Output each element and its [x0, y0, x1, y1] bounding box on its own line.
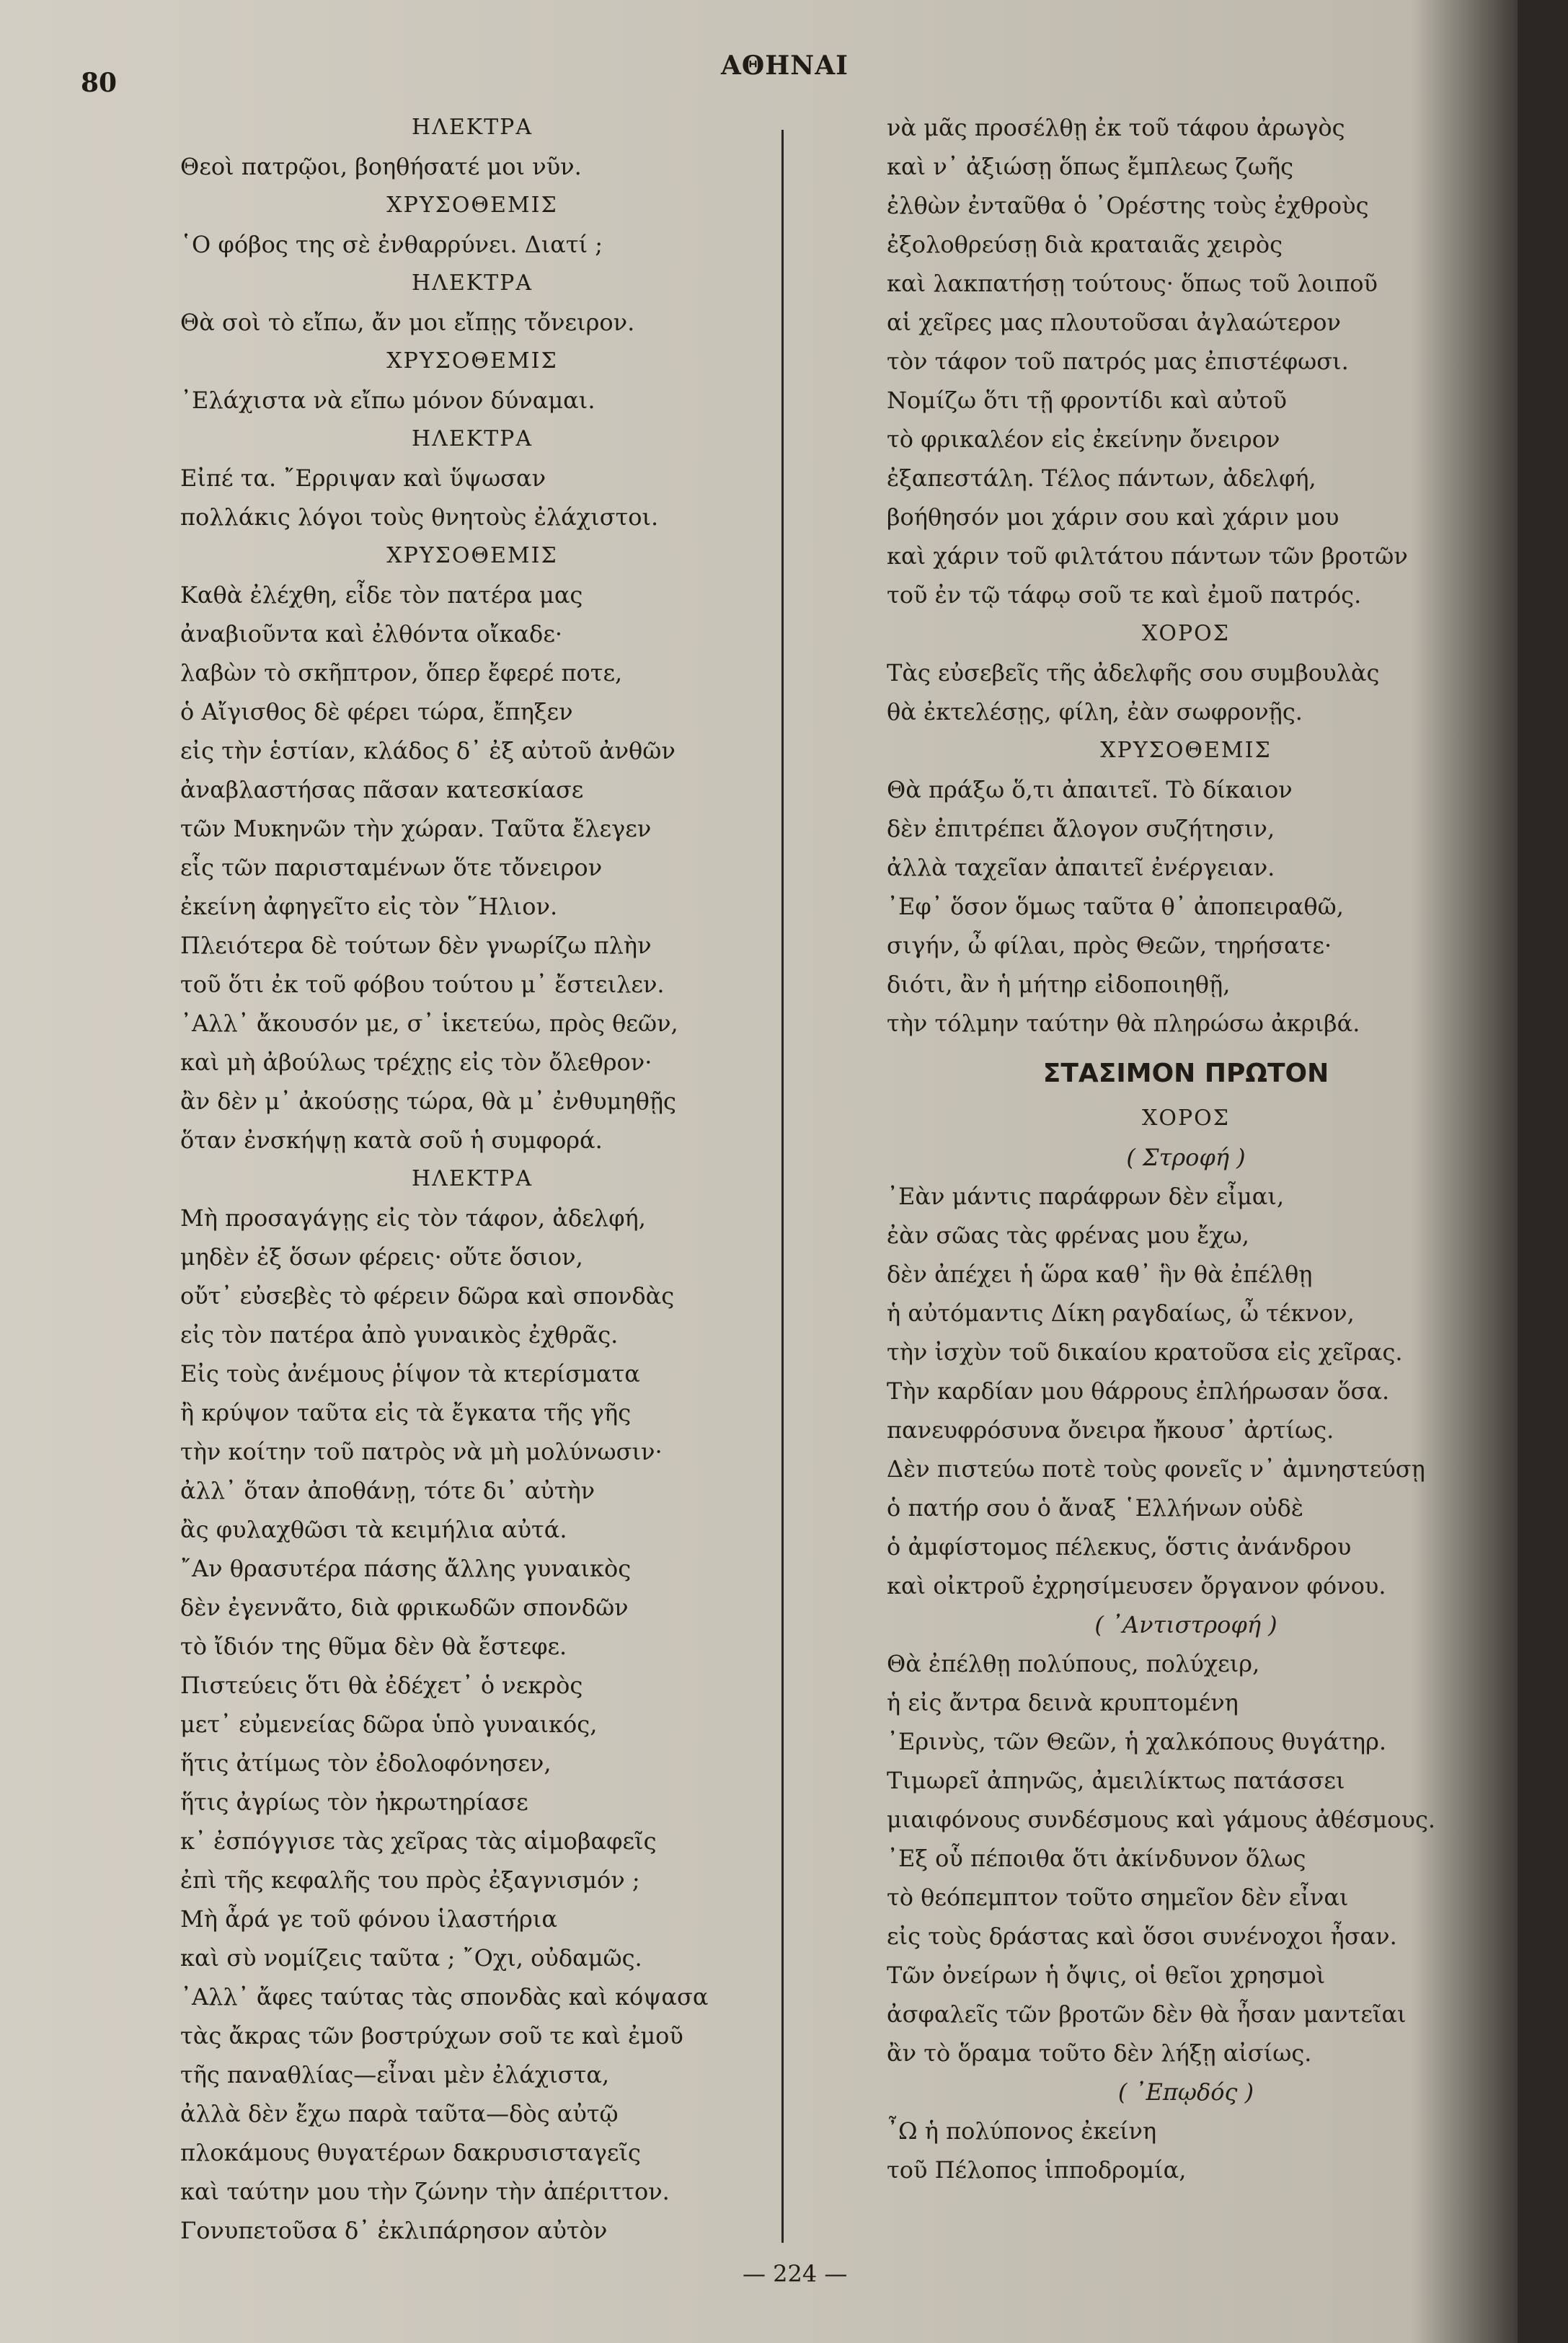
verse-line: Εἰς τοὺς ἀνέμους ῥίψον τὰ κτερίσματα	[180, 1360, 640, 1387]
verse-line: ᾿Αλλ᾿ ἄκουσόν με, σ᾿ ἱκετεύω, πρὸς θεῶν,	[180, 1010, 678, 1037]
speaker-label: ΗΛΕΚΤΡΑ	[412, 115, 533, 140]
verse-line: τὸ φρικαλέον εἰς ἐκείνην ὄνειρον	[887, 425, 1280, 453]
verse-line: Τὰς εὐσεβεῖς τῆς ἀδελφῆς σου συμβουλὰς	[887, 659, 1380, 687]
verse-line: ἐξαπεστάλη. Τέλος πάντων, ἀδελφή,	[887, 464, 1316, 492]
strophe-label: ( Στροφή )	[1126, 1144, 1246, 1171]
verse-line: Δὲν πιστεύω ποτὲ τοὺς φονεῖς ν᾿ ἀμνηστεύσῃ	[887, 1455, 1425, 1483]
verse-line: μετ᾿ εὐμενείας δῶρα ὑπὸ γυναικός,	[180, 1711, 598, 1738]
speaker-label: ΗΛΕΚΤΡΑ	[412, 1166, 533, 1191]
verse-line: ῾Ο φόβος της σὲ ἐνθαρρύνει. Διατί ;	[180, 231, 603, 258]
verse-line: εἰς τὸν πατέρα ἀπὸ γυναικὸς ἐχθρᾶς.	[180, 1321, 619, 1349]
verse-line: τὴν κοίτην τοῦ πατρὸς νὰ μὴ μολύνωσιν·	[180, 1438, 663, 1465]
verse-line: Τῶν ὀνείρων ἡ ὄψις, οἱ θεῖοι χρησμοὶ	[887, 1962, 1326, 1989]
verse-line: ἂν δὲν μ᾿ ἀκούσῃς τώρα, θὰ μ᾿ ἐνθυμηθῇς	[180, 1087, 676, 1115]
speaker-label: ΧΟΡΟΣ	[1142, 621, 1230, 646]
verse-line: ἀλλ᾿ ὅταν ἀποθάνῃ, τότε δι᾿ αὐτὴν	[180, 1477, 595, 1504]
verse-line: τὸν τάφον τοῦ πατρός μας ἐπιστέφωσι.	[887, 348, 1349, 375]
verse-line: ἂν τὸ ὅραμα τοῦτο δὲν λήξῃ αἰσίως.	[887, 2039, 1312, 2067]
verse-line: λαβὼν τὸ σκῆπτρον, ὅπερ ἔφερέ ποτε,	[180, 659, 623, 687]
verse-line: καὶ οἰκτροῦ ἐχρησίμευσεν ὄργανον φόνου.	[887, 1572, 1386, 1599]
verse-line: καὶ μὴ ἀβούλως τρέχῃς εἰς τὸν ὄλεθρον·	[180, 1049, 652, 1076]
verse-line: τῆς παναθλίας—εἶναι μὲν ἐλάχιστα,	[180, 2061, 610, 2088]
verse-line: Τιμωρεῖ ἀπηνῶς, ἀμειλίκτως πατάσσει	[887, 1767, 1345, 1794]
verse-line: ἡ εἰς ἄντρα δεινὰ κρυπτομένη	[887, 1689, 1239, 1716]
verse-line: ἂς φυλαχθῶσι τὰ κειμήλια αὐτά.	[180, 1516, 567, 1543]
strophe-label: ( ᾿Αντιστροφή )	[1094, 1611, 1277, 1638]
verse-line: οὔτ᾿ εὐσεβὲς τὸ φέρειν δῶρα καὶ σπονδὰς	[180, 1282, 675, 1310]
strophe-label: ( ᾿Επῳδός )	[1117, 2078, 1254, 2106]
verse-line: θὰ ἐκτελέσῃς, φίλη, ἐὰν σωφρονῇς.	[887, 698, 1303, 725]
running-title: ΑΘΗΝΑΙ	[721, 50, 849, 81]
verse-line: εἰς τοὺς δράστας καὶ ὅσοι συνένοχοι ἦσαν.	[887, 1923, 1397, 1950]
verse-line: ἀσφαλεῖς τῶν βροτῶν δὲν θὰ ἦσαν μαντεῖαι	[887, 2000, 1407, 2028]
verse-line: Εἰπέ τα. ῎Ερριψαν καὶ ὕψωσαν	[180, 464, 546, 492]
verse-line: Πλειότερα δὲ τούτων δὲν γνωρίζω πλὴν	[180, 932, 652, 959]
verse-line: ἐὰν σῶας τὰς φρένας μου ἔχω,	[887, 1222, 1249, 1249]
verse-line: πανευφρόσυνα ὄνειρα ἤκουσ᾿ ἀρτίως.	[887, 1416, 1334, 1444]
verse-line: ᾿Εξ οὗ πέποιθα ὅτι ἀκίνδυνον ὅλως	[887, 1845, 1306, 1872]
speaker-label: ΧΟΡΟΣ	[1142, 1106, 1230, 1131]
verse-line: Καθὰ ἐλέχθη, εἶδε τὸν πατέρα μας	[180, 581, 583, 609]
speaker-label: ΧΡΥΣΟΘΕΜΙΣ	[1100, 738, 1272, 763]
verse-line: νὰ μᾶς προσέλθῃ ἐκ τοῦ τάφου ἀρωγὸς	[887, 114, 1345, 141]
verse-line: διότι, ἂν ἡ μήτηρ εἰδοποιηθῇ,	[887, 971, 1231, 998]
verse-line: εἷς τῶν παρισταμένων ὅτε τὄνειρον	[180, 854, 603, 881]
verse-line: καὶ ν᾿ ἀξιώσῃ ὅπως ἔμπλεως ζωῆς	[887, 153, 1294, 180]
verse-line: ἥτις ἀγρίως τὸν ἠκρωτηρίασε	[180, 1788, 528, 1816]
verse-line: δὲν ἐπιτρέπει ἄλογον συζήτησιν,	[887, 815, 1275, 842]
verse-line: Θὰ σοὶ τὸ εἴπω, ἄν μοι εἴπῃς τὄνειρον.	[180, 309, 635, 336]
verse-line: Νομίζω ὅτι τῇ φροντίδι καὶ αὐτοῦ	[887, 387, 1287, 414]
verse-line: ἐλθὼν ἐνταῦθα ὁ ᾿Ορέστης τοὺς ἐχθροὺς	[887, 192, 1369, 219]
verse-line: ἐπὶ τῆς κεφαλῆς του πρὸς ἐξαγνισμόν ;	[180, 1866, 640, 1894]
column-divider	[781, 130, 784, 2243]
footer-folio: — 224 —	[743, 2260, 848, 2287]
verse-line: τὸ ἴδιόν της θῦμα δὲν θὰ ἔστεφε.	[180, 1633, 567, 1660]
speaker-label: ΗΛΕΚΤΡΑ	[412, 426, 533, 451]
verse-line: ᾿Εὰν μάντις παράφρων δὲν εἶμαι,	[887, 1183, 1285, 1210]
verse-line: δὲν ἐγεννᾶτο, διὰ φρικωδῶν σπονδῶν	[180, 1594, 629, 1621]
verse-line: Μὴ ἆρά γε τοῦ φόνου ἱλαστήρια	[180, 1905, 557, 1933]
verse-line: βοήθησόν μοι χάριν σου καὶ χάριν μου	[887, 503, 1339, 531]
verse-line: μιαιφόνους συνδέσμους καὶ γάμους ἀθέσμους.	[887, 1806, 1436, 1833]
verse-line: πολλάκις λόγοι τοὺς θνητοὺς ἐλάχιστοι.	[180, 503, 659, 531]
verse-line: ᾿Εφ᾿ ὅσον ὅμως ταῦτα θ᾿ ἀποπειραθῶ,	[887, 893, 1344, 920]
verse-line: τὸ θεόπεμπτον τοῦτο σημεῖον δὲν εἶναι	[887, 1884, 1349, 1911]
verse-line: Τὴν καρδίαν μου θάρρους ἐπλήρωσαν ὅσα.	[887, 1377, 1390, 1405]
verse-line: ἢ κρύψον ταῦτα εἰς τὰ ἔγκατα τῆς γῆς	[180, 1399, 632, 1426]
verse-line: τῶν Μυκηνῶν τὴν χώραν. Ταῦτα ἔλεγεν	[180, 815, 652, 842]
verse-line: Θεοὶ πατρῷοι, βοηθήσατέ μοι νῦν.	[180, 153, 582, 180]
speaker-label: ΧΡΥΣΟΘΕΜΙΣ	[386, 543, 558, 568]
verse-line: ῎Αν θρασυτέρα πάσης ἄλλης γυναικὸς	[180, 1555, 632, 1582]
verse-line: τοῦ Πέλοπος ἱπποδρομία,	[887, 2156, 1187, 2184]
verse-line: Μὴ προσαγάγῃς εἰς τὸν τάφον, ἀδελφή,	[180, 1204, 646, 1232]
section-heading: ΣΤΑΣΙΜΟΝ ΠΡΩΤΟΝ	[1042, 1059, 1329, 1088]
verse-line: καὶ χάριν τοῦ φιλτάτου πάντων τῶν βροτῶν	[887, 542, 1408, 570]
verse-line: ᾿Ελάχιστα νὰ εἴπω μόνον δύναμαι.	[180, 387, 595, 414]
verse-line: ὁ πατήρ σου ὁ ἄναξ ῾Ελλήνων οὐδὲ	[887, 1494, 1303, 1522]
speaker-label: ΧΡΥΣΟΘΕΜΙΣ	[386, 193, 558, 218]
verse-line: ἥτις ἀτίμως τὸν ἐδολοφόνησεν,	[180, 1749, 552, 1777]
verse-line: ᾿Ερινὺς, τῶν Θεῶν, ἡ χαλκόπους θυγάτηρ.	[887, 1728, 1387, 1755]
left-text-column	[180, 108, 764, 2250]
right-text-column	[887, 108, 1485, 2189]
verse-line: δὲν ἀπέχει ἡ ὥρα καθ᾿ ἣν θὰ ἐπέλθῃ	[887, 1261, 1313, 1288]
verse-line: ἡ αὐτόμαντις Δίκη ραγδαίως, ὦ τέκνον,	[887, 1300, 1355, 1327]
verse-line: μηδὲν ἐξ ὅσων φέρεις· οὔτε ὅσιον,	[180, 1243, 583, 1271]
verse-line: Γονυπετοῦσα δ᾿ ἐκλιπάρησον αὐτὸν	[180, 2217, 608, 2244]
verse-line: αἱ χεῖρες μας πλουτοῦσαι ἀγλαώτερον	[887, 309, 1341, 336]
verse-line: τὴν τόλμην ταύτην θὰ πληρώσω ἀκριβά.	[887, 1010, 1360, 1037]
verse-line: σιγήν, ὦ φίλαι, πρὸς Θεῶν, τηρήσατε·	[887, 932, 1332, 959]
verse-line: ῏Ω ἡ πολύπονος ἐκείνη	[887, 2117, 1157, 2145]
verse-line: καὶ σὺ νομίζεις ταῦτα ; ῎Οχι, οὐδαμῶς.	[180, 1944, 642, 1972]
verse-line: τὰς ἄκρας τῶν βοστρύχων σοῦ τε καὶ ἐμοῦ	[180, 2022, 683, 2049]
verse-line: εἰς τὴν ἑστίαν, κλάδος δ᾿ ἐξ αὐτοῦ ἀνθῶν	[180, 737, 676, 764]
verse-line: Θὰ πράξω ὅ,τι ἀπαιτεῖ. Τὸ δίκαιον	[887, 776, 1293, 803]
verse-line: ὅταν ἐνσκήψῃ κατὰ σοῦ ἡ συμφορά.	[180, 1126, 603, 1154]
verse-line: Πιστεύεις ὅτι θὰ ἐδέχετ᾿ ὁ νεκρὸς	[180, 1672, 583, 1699]
verse-line: ἀλλὰ ταχεῖαν ἀπαιτεῖ ἐνέργειαν.	[887, 854, 1275, 881]
verse-line: καὶ ταύτην μου τὴν ζώνην τὴν ἀπέριττον.	[180, 2178, 670, 2205]
page-number: 80	[81, 68, 118, 98]
verse-line: ἐξολοθρεύσῃ διὰ κραταιᾶς χειρὸς	[887, 231, 1283, 258]
verse-line: ἀναβλαστήσας πᾶσαν κατεσκίασε	[180, 776, 584, 803]
verse-line: πλοκάμους θυγατέρων δακρυσισταγεῖς	[180, 2139, 641, 2166]
verse-line: τοῦ ἐν τῷ τάφῳ σοῦ τε καὶ ἐμοῦ πατρός.	[887, 581, 1362, 609]
scan-dark-edge	[1518, 0, 1568, 2343]
verse-line: ἀλλὰ δὲν ἔχω παρὰ ταῦτα—δὸς αὐτῷ	[180, 2100, 619, 2127]
verse-line: τὴν ἰσχὺν τοῦ δικαίου κρατοῦσα εἰς χεῖρας.	[887, 1338, 1403, 1366]
verse-line: τοῦ ὅτι ἐκ τοῦ φόβου τούτου μ᾿ ἔστειλεν.	[180, 971, 665, 998]
verse-line: Θὰ ἐπέλθῃ πολύπους, πολύχειρ,	[887, 1650, 1260, 1677]
verse-line: ὁ Αἴγισθος δὲ φέρει τώρα, ἔπηξεν	[180, 698, 573, 725]
verse-line: ἐκείνη ἀφηγεῖτο εἰς τὸν ῞Ηλιον.	[180, 893, 558, 920]
speaker-label: ΧΡΥΣΟΘΕΜΙΣ	[386, 348, 558, 374]
verse-line: ᾿Αλλ᾿ ἄφες ταύτας τὰς σπονδὰς καὶ κόψασα	[180, 1983, 709, 2011]
verse-line: καὶ λακπατήσῃ τούτους· ὅπως τοῦ λοιποῦ	[887, 270, 1378, 297]
verse-line: ὁ ἀμφίστομος πέλεκυς, ὅστις ἀνάνδρου	[887, 1533, 1352, 1561]
verse-line: ἀναβιοῦντα καὶ ἐλθόντα οἴκαδε·	[180, 620, 563, 648]
verse-line: κ᾿ ἐσπόγγισε τὰς χεῖρας τὰς αἱμοβαφεῖς	[180, 1827, 657, 1855]
speaker-label: ΗΛΕΚΤΡΑ	[412, 270, 533, 296]
